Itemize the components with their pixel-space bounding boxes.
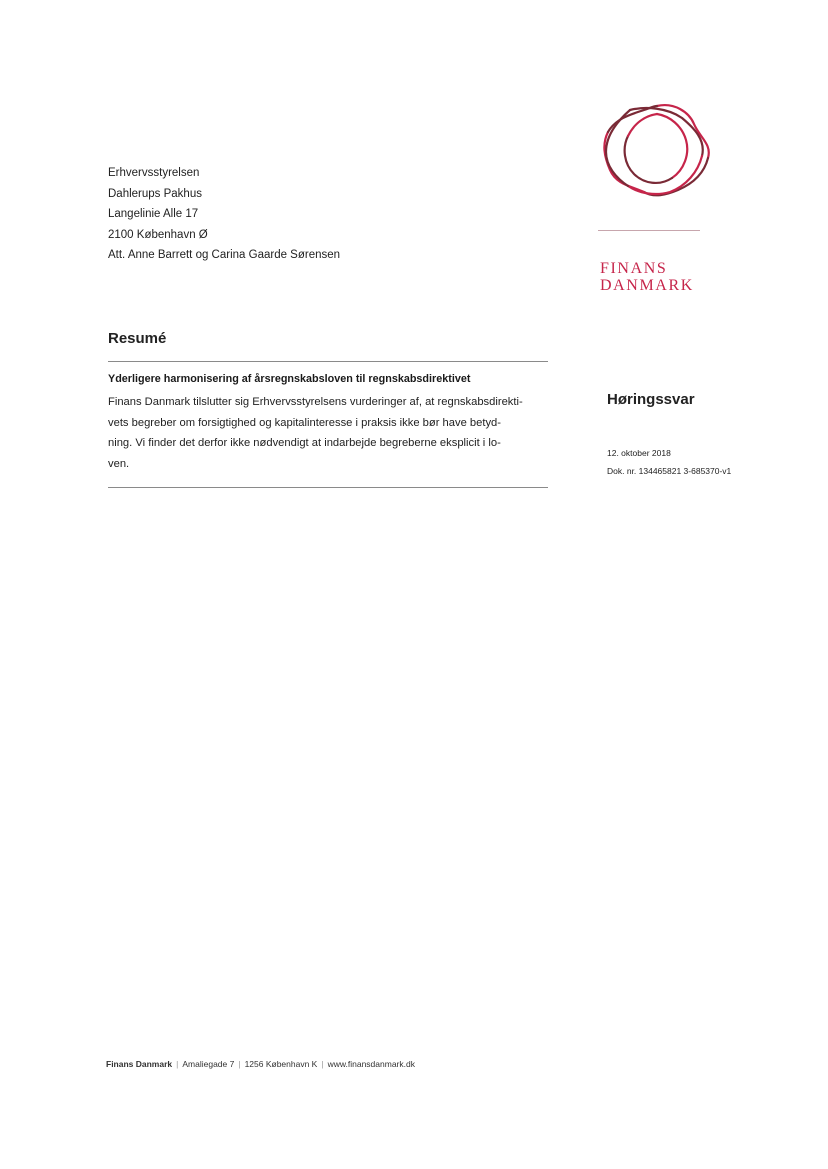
footer-website-link[interactable]: www.finansdanmark.dk (327, 1059, 415, 1069)
resume-body-line: Finans Danmark tilslutter sig Erhvervsstyrelsens vurderinger af, at regnskabsdirekti- (108, 396, 523, 408)
document-date: 12. oktober 2018 (607, 448, 671, 458)
recipient-line: Att. Anne Barrett og Carina Gaarde Sørensen (108, 249, 341, 261)
resume-body (108, 392, 550, 474)
resume-title: Yderligere harmonisering af årsregnskabsloven til regnskabsdirektivet (108, 373, 471, 385)
resume-heading: Resumé (108, 330, 167, 347)
footer-city: 1256 København K (244, 1059, 318, 1069)
brand-wordmark (600, 260, 694, 294)
document-type-title: Høringssvar (607, 391, 695, 408)
resume-body-line: ning. Vi finder det derfor ikke nødvendigt at indarbejde begreberne eksplicit i lo- (108, 437, 501, 449)
document-number: Dok. nr. 134465821 3-685370-v1 (607, 466, 732, 476)
recipient-line: Erhvervsstyrelsen (108, 167, 200, 179)
footer-org: Finans Danmark (106, 1059, 173, 1069)
resume-body-line: ven. (108, 457, 130, 470)
footer (106, 1059, 415, 1069)
footer-address: Amaliegade 7 (182, 1059, 235, 1069)
logo-divider (598, 230, 700, 231)
recipient-line: Langelinie Alle 17 (108, 208, 199, 220)
footer-separator: | (321, 1059, 324, 1069)
brand-line-1: FINANS (600, 260, 668, 277)
resume-body-line: vets begreber om forsigtighed og kapitalinteresse i praksis ikke bør have betyd- (108, 416, 501, 429)
resume-divider-bottom (108, 487, 548, 488)
footer-separator: | (238, 1059, 241, 1069)
recipient-address (108, 163, 340, 266)
recipient-line: Dahlerups Pakhus (108, 187, 202, 200)
resume-divider-top (108, 361, 548, 362)
brand-line-2: DANMARK (600, 277, 694, 294)
finans-danmark-logo-icon (594, 100, 720, 200)
recipient-line: 2100 København Ø (108, 228, 208, 241)
footer-separator: | (176, 1059, 179, 1069)
